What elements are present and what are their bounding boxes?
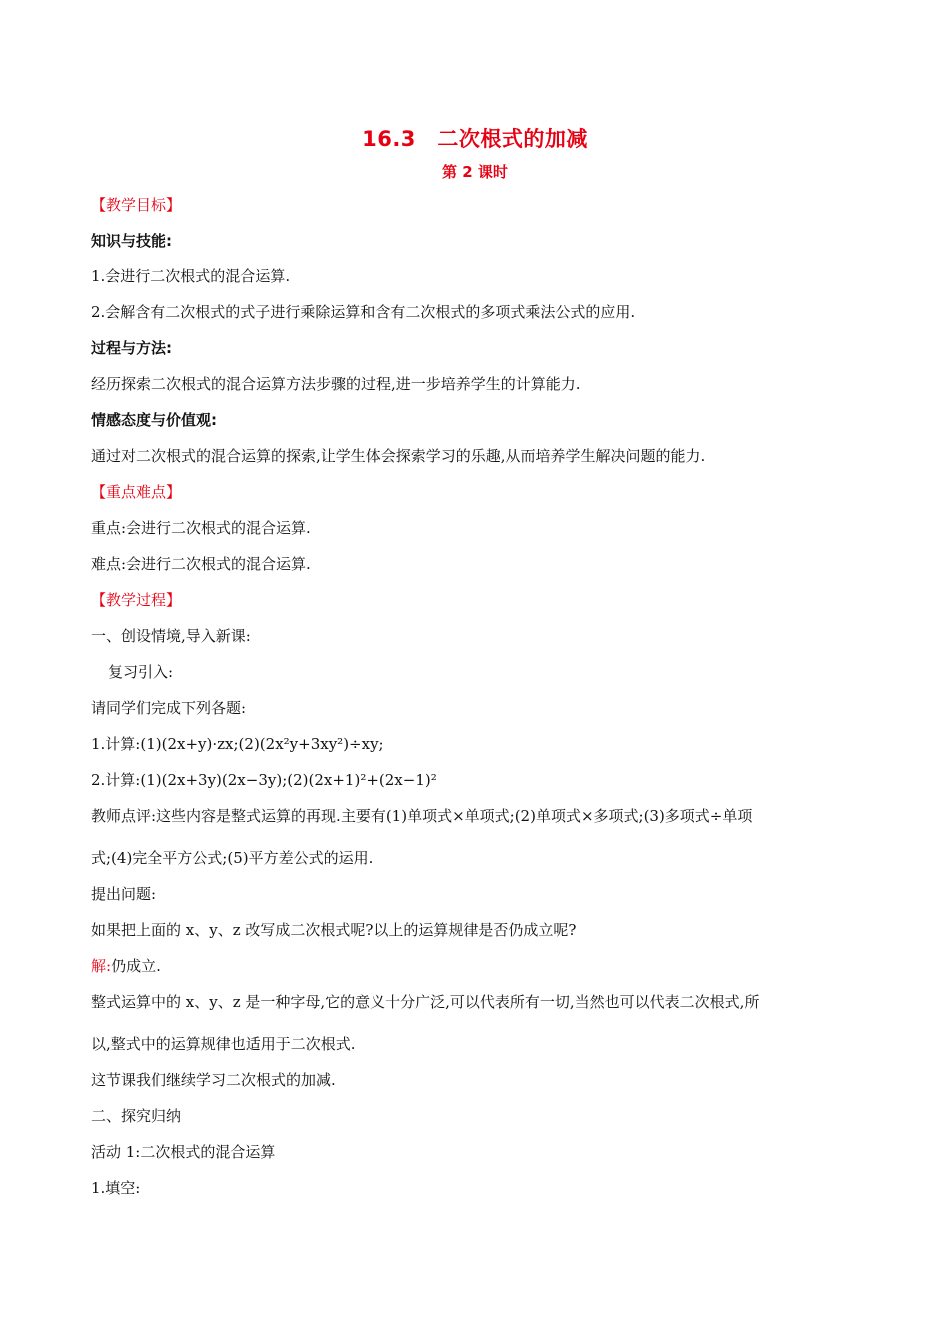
- subheading-knowledge-skills: 知识与技能:: [91, 232, 172, 250]
- exercise-prompt: 请同学们完成下列各题:: [91, 699, 247, 717]
- subheading-process-method: 过程与方法:: [91, 339, 172, 357]
- part-one-heading: 一、创设情境,导入新课:: [91, 627, 251, 645]
- key-point-text: 重点:会进行二次根式的混合运算.: [91, 519, 311, 537]
- exercise-1: 1.计算:(1)(2x+y)·zx;(2)(2x²y+3xy²)÷xy;: [91, 735, 384, 753]
- lesson-intro: 这节课我们继续学习二次根式的加减.: [91, 1071, 336, 1089]
- page-subtitle: 第 2 课时: [442, 163, 508, 181]
- section-heading-process: 【教学过程】: [91, 591, 182, 609]
- attitude-text: 通过对二次根式的混合运算的探索,让学生体会探索学习的乐趣,从而培养学生解决问题的能力.: [91, 447, 706, 465]
- answer-text: 仍成立.: [111, 957, 161, 975]
- activity-1-heading: 活动 1:二次根式的混合运算: [91, 1143, 276, 1161]
- objective-item-2: 2.会解含有二次根式的式子进行乘除运算和含有二次根式的多项式乘法公式的应用.: [91, 303, 636, 321]
- section-heading-key-points: 【重点难点】: [91, 483, 182, 501]
- part-two-heading: 二、探究归纳: [91, 1107, 182, 1125]
- process-text: 经历探索二次根式的混合运算方法步骤的过程,进一步培养学生的计算能力.: [91, 375, 581, 393]
- fill-in-heading: 1.填空:: [91, 1179, 141, 1197]
- difficult-point-text: 难点:会进行二次根式的混合运算.: [91, 555, 311, 573]
- teacher-comment-line-2: 式;(4)完全平方公式;(5)平方差公式的运用.: [91, 849, 374, 867]
- review-intro: 复习引入:: [108, 663, 174, 681]
- explanation-line-1: 整式运算中的 x、y、z 是一种字母,它的意义十分广泛,可以代表所有一切,当然也可以代表二次根式,所: [91, 993, 760, 1011]
- subheading-attitude-values: 情感态度与价值观:: [91, 411, 217, 429]
- objective-item-1: 1.会进行二次根式的混合运算.: [91, 267, 291, 285]
- question-text: 如果把上面的 x、y、z 改写成二次根式呢?以上的运算规律是否仍成立呢?: [91, 921, 577, 939]
- page-title: 16.3 二次根式的加减: [362, 127, 588, 151]
- answer-label: 解:: [91, 957, 112, 975]
- explanation-line-2: 以,整式中的运算规律也适用于二次根式.: [91, 1035, 356, 1053]
- section-heading-objectives: 【教学目标】: [91, 196, 182, 214]
- answer-line: [91, 956, 161, 976]
- teacher-comment-line-1: 教师点评:这些内容是整式运算的再现.主要有(1)单项式×单项式;(2)单项式×多项式;(3)多项式÷单项: [91, 807, 753, 825]
- question-heading: 提出问题:: [91, 885, 157, 903]
- exercise-2: 2.计算:(1)(2x+3y)(2x−3y);(2)(2x+1)²+(2x−1)²: [91, 771, 437, 789]
